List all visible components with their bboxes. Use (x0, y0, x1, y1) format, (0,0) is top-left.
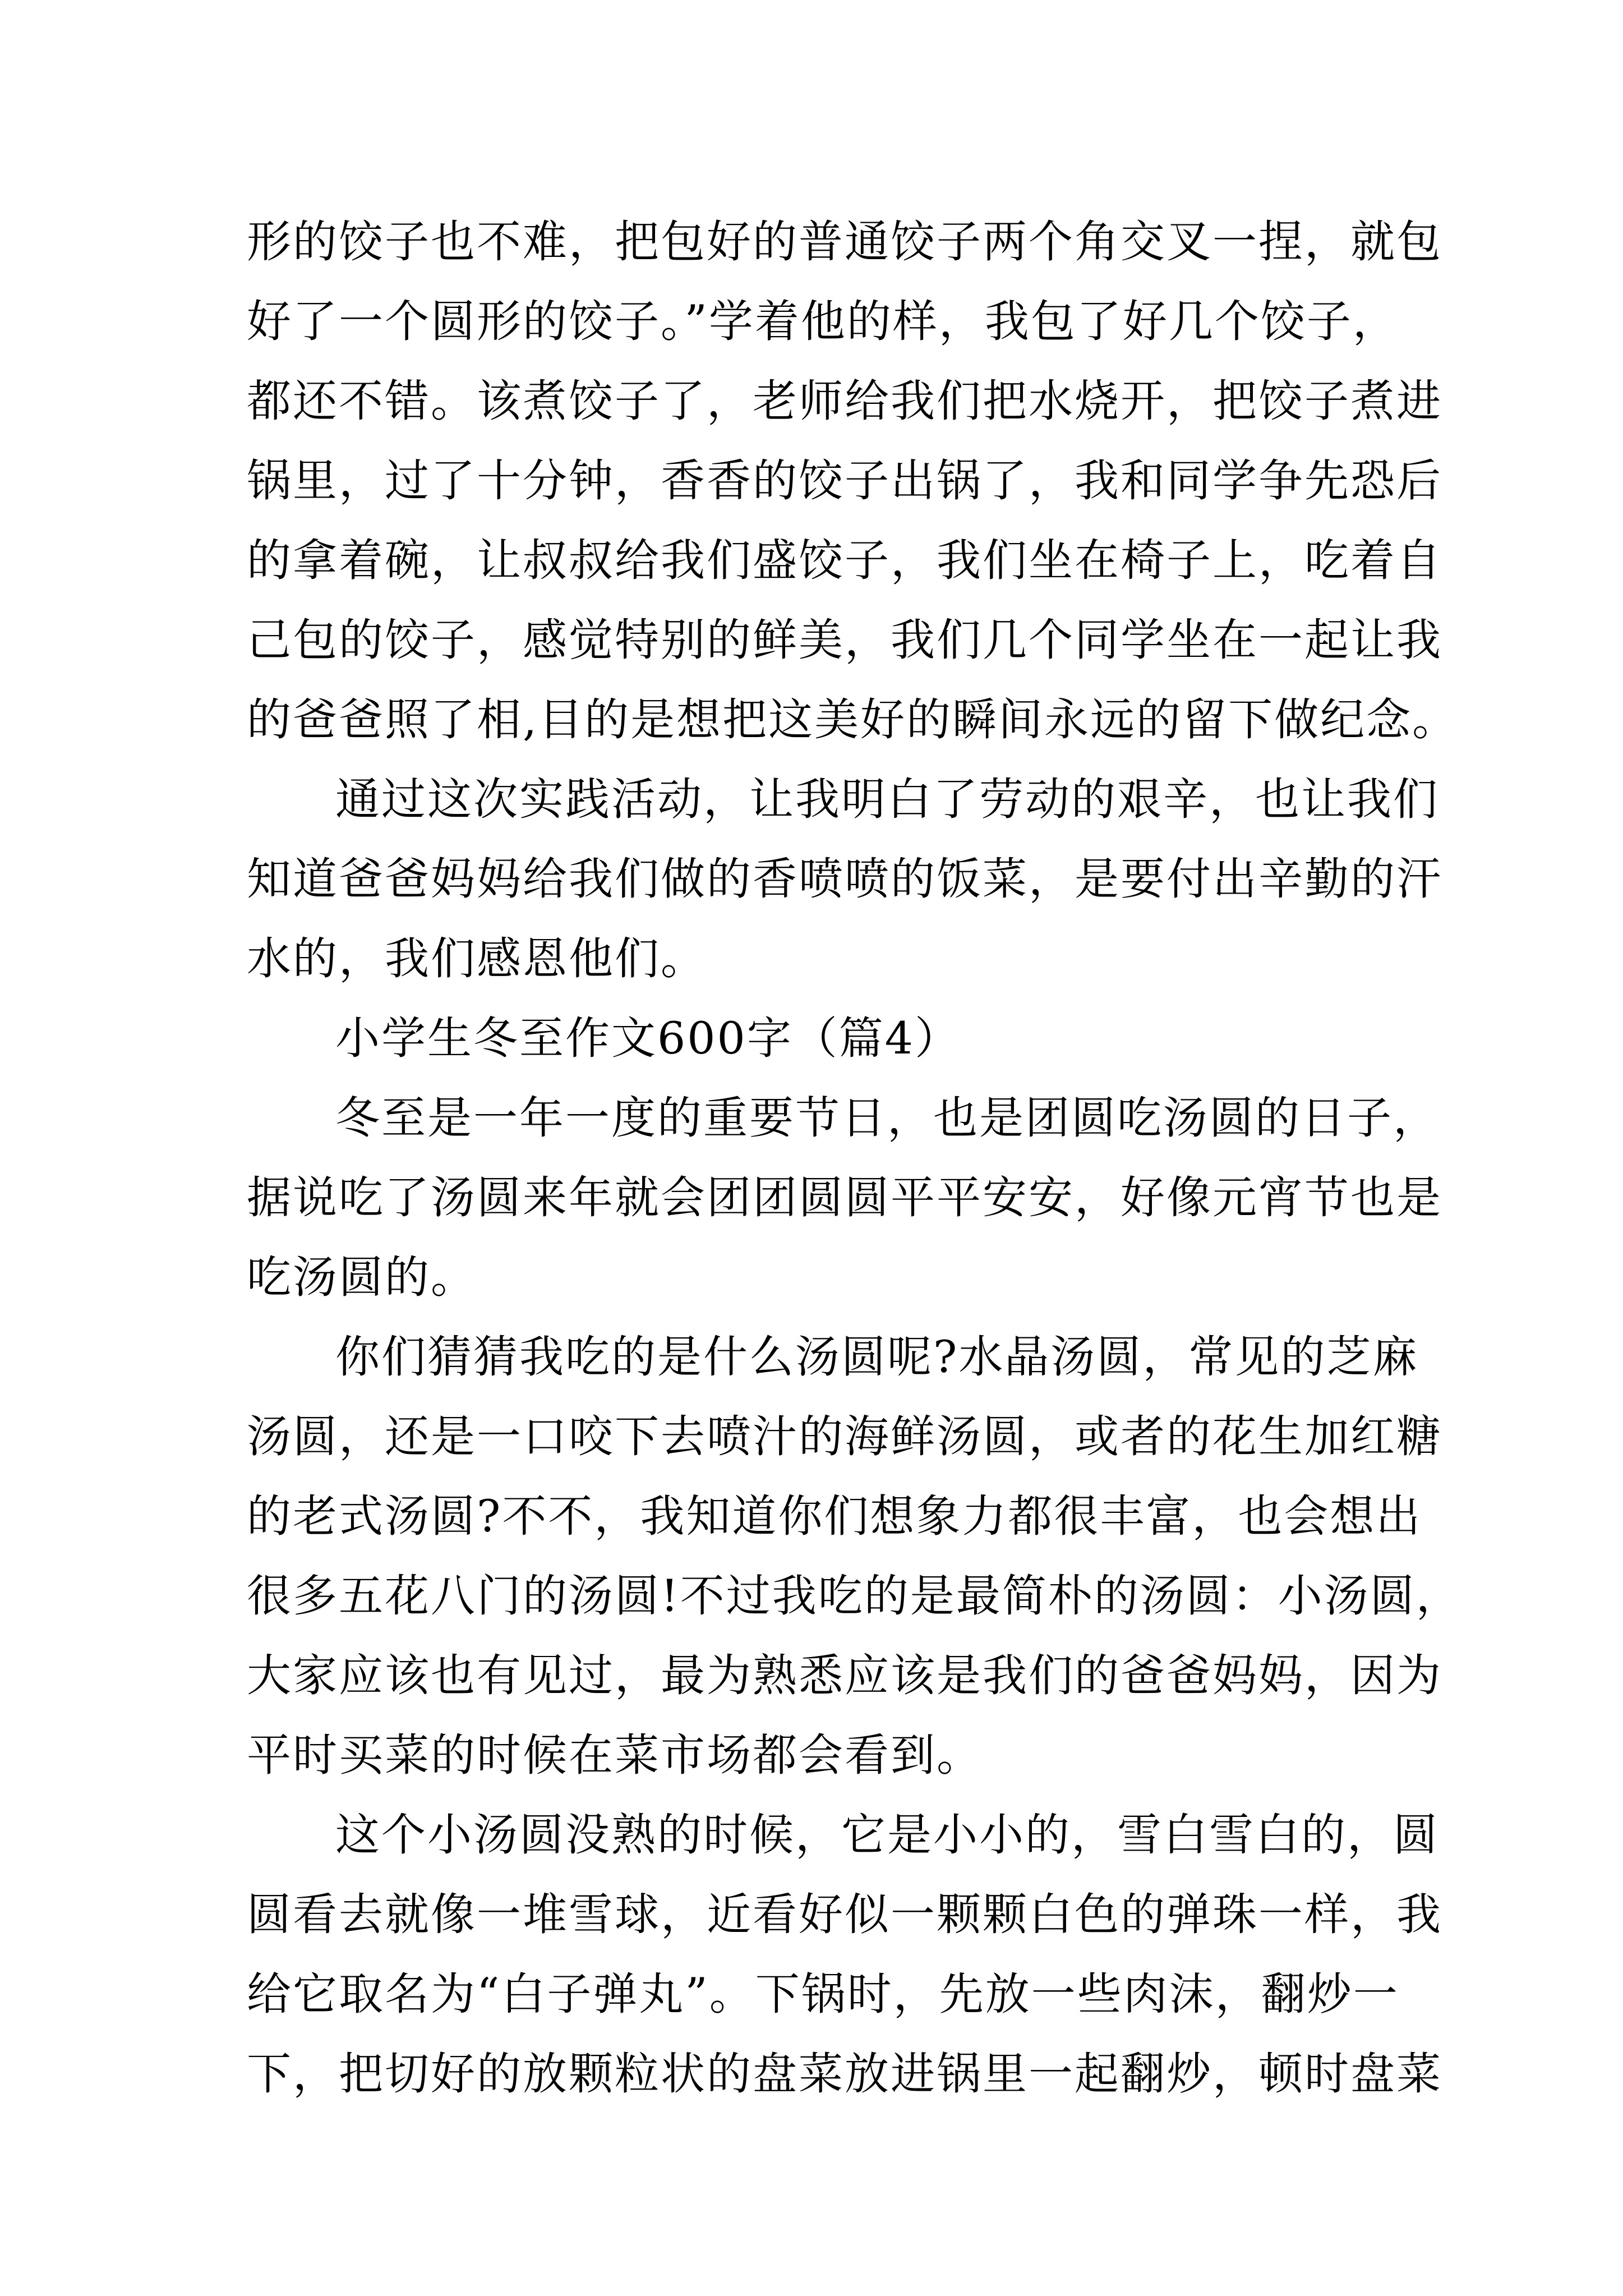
text-line: 据说吃了汤圆来年就会团团圆圆平平安安，好像元宵节也是 (247, 1172, 1442, 1223)
paragraph-start-line: 这个小汤圆没熟的时候，它是小小的，雪白雪白的，圆 (335, 1809, 1439, 1861)
text-line: 的拿着碗，让叔叔给我们盛饺子，我们坐在椅子上，吃着自 (247, 535, 1442, 586)
text-line: 下，把切好的放颗粒状的盘菜放进锅里一起翻炒，顿时盘菜 (247, 2048, 1442, 2100)
section-heading: 小学生冬至作文600字（篇4） (335, 1013, 961, 1064)
paragraph-start-line: 通过这次实践活动，让我明白了劳动的艰辛，也让我们 (335, 774, 1439, 825)
text-line: 知道爸爸妈妈给我们做的香喷喷的饭菜，是要付出辛勤的汗 (247, 853, 1442, 905)
text-line: 形的饺子也不难，把包好的普通饺子两个角交叉一捏，就包 (247, 216, 1442, 268)
text-line: 很多五花八门的汤圆!不过我吃的是最简朴的汤圆：小汤圆， (247, 1570, 1462, 1622)
text-line: 汤圆，还是一口咬下去喷汁的海鲜汤圆，或者的花生加红糖 (247, 1411, 1442, 1462)
text-line: 的老式汤圆?不不，我知道你们想象力都很丰富，也会想出 (247, 1490, 1422, 1542)
text-line: 好了一个圆形的饺子。”学着他的样，我包了好几个饺子， (247, 296, 1399, 347)
document-body (247, 202, 1462, 2114)
text-line: 的爸爸照了相,目的是想把这美好的瞬间永远的留下做纪念。 (247, 694, 1459, 746)
text-line: 圆看去就像一堆雪球，近看好似一颗颗白色的弹珠一样，我 (247, 1889, 1442, 1940)
paragraph-start-line: 冬至是一年一度的重要节日，也是团圆吃汤圆的日子， (335, 1092, 1439, 1144)
text-line: 水的，我们感恩他们。 (247, 933, 707, 984)
text-line: 吃汤圆的。 (247, 1251, 477, 1303)
text-line: 给它取名为“白子弹丸”。下锅时，先放一些肉沫，翻炒一 (247, 1968, 1399, 2020)
text-line: 己包的饺子，感觉特别的鲜美，我们几个同学坐在一起让我 (247, 614, 1442, 666)
text-line: 都还不错。该煮饺子了，老师给我们把水烧开，把饺子煮进 (247, 375, 1442, 427)
paragraph-start-line: 你们猜猜我吃的是什么汤圆呢?水晶汤圆，常见的芝麻 (335, 1331, 1419, 1383)
text-line: 平时买菜的时候在菜市场都会看到。 (247, 1729, 983, 1781)
text-line: 锅里，过了十分钟，香香的饺子出锅了，我和同学争先恐后 (247, 455, 1442, 507)
text-line: 大家应该也有见过，最为熟悉应该是我们的爸爸妈妈，因为 (247, 1650, 1442, 1701)
